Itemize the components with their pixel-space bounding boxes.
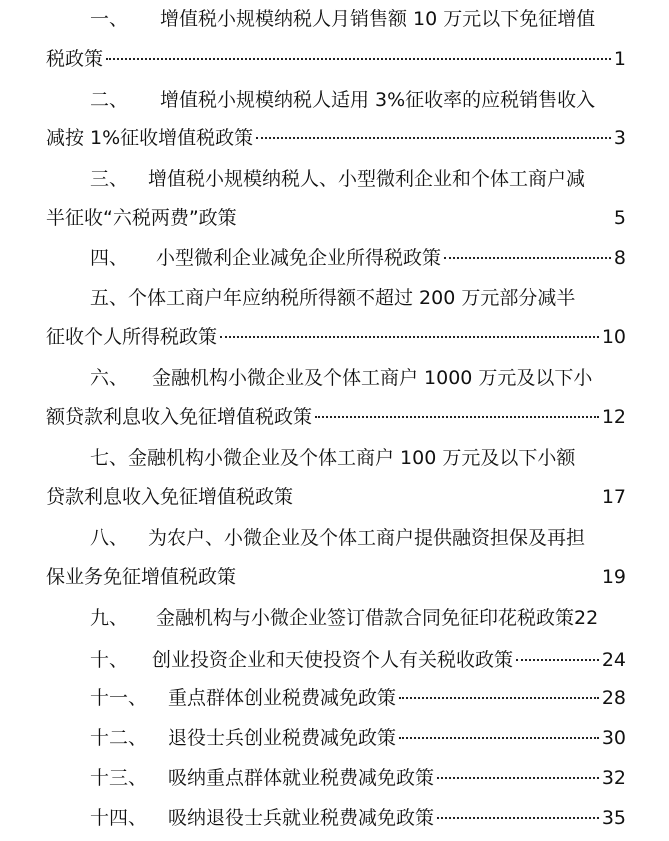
toc-entry-11[interactable]	[90, 683, 626, 713]
toc-entry-number: 十三、	[90, 767, 148, 789]
toc-entry-number: 二、	[90, 89, 129, 111]
leader-dots	[106, 58, 611, 60]
toc-entry-title-continued: 征收个人所得税政策	[46, 326, 218, 348]
toc-page-number: 32	[601, 767, 626, 789]
toc-entry-4[interactable]	[90, 243, 626, 273]
toc-page-number: 3	[613, 127, 626, 149]
toc-entry-8-line-2[interactable]	[46, 562, 626, 592]
toc-entry-heading	[90, 243, 441, 273]
leader-dots	[315, 416, 599, 418]
toc-entry-number: 十四、	[90, 807, 148, 829]
toc-entry-number: 十一、	[90, 687, 148, 709]
toc-entry-3-line-2[interactable]	[46, 203, 626, 233]
toc-entry-12[interactable]	[90, 723, 626, 753]
toc-page-number: 19	[601, 566, 626, 588]
toc-entry-number: 七、	[90, 447, 129, 469]
toc-page-number: 17	[601, 486, 626, 508]
toc-page-number: 24	[601, 649, 626, 671]
leader-dots	[220, 336, 599, 338]
toc-entry-title-continued: 减按 1%征收增值税政策	[46, 127, 254, 149]
toc-entry-5-line-2[interactable]	[46, 322, 626, 352]
toc-entry-title: 重点群体创业税费减免政策	[168, 687, 397, 709]
toc-entry-number: 五、	[90, 287, 129, 309]
leader-dots	[256, 137, 611, 139]
toc-entry-number: 四、	[90, 247, 129, 269]
toc-entry-title: 金融机构与小微企业签订借款合同免征印花税政策	[156, 607, 575, 629]
toc-entry-title: 增值税小规模纳税人月销售额 10 万元以下免征增值	[160, 8, 596, 30]
toc-page-number: 22	[574, 607, 599, 629]
toc-entry-title-continued: 税政策	[46, 48, 104, 70]
toc-page-number: 12	[601, 406, 626, 428]
toc-entry-title: 增值税小规模纳税人适用 3%征收率的应税销售收入	[160, 89, 596, 111]
toc-entry-heading	[90, 645, 513, 675]
toc-entry-3-line-1[interactable]	[90, 164, 626, 194]
toc-entry-7-line-2[interactable]	[46, 482, 626, 512]
leader-dots	[444, 257, 611, 259]
toc-entry-title-continued: 贷款利息收入免征增值税政策	[46, 486, 294, 508]
toc-entry-number: 六、	[90, 367, 129, 389]
toc-entry-title: 吸纳退役士兵就业税费减免政策	[168, 807, 435, 829]
toc-entry-title: 创业投资企业和天使投资个人有关税收政策	[152, 649, 514, 671]
leader-dots	[437, 777, 599, 779]
toc-entry-number: 八、	[90, 527, 129, 549]
toc-entry-6-line-1[interactable]	[90, 363, 626, 393]
toc-entry-heading	[90, 723, 396, 753]
toc-entry-title: 个体工商户年应纳税所得额不超过 200 万元部分减半	[128, 287, 576, 309]
toc-entry-number: 九、	[90, 607, 129, 629]
toc-entry-2-line-2[interactable]	[46, 123, 626, 153]
toc-page-number: 28	[601, 687, 626, 709]
toc-entry-6-line-2[interactable]	[46, 402, 626, 432]
toc-entry-title: 金融机构小微企业及个体工商户 1000 万元及以下小	[152, 367, 593, 389]
toc-entry-number: 三、	[90, 168, 129, 190]
leader-dots	[437, 817, 599, 819]
toc-entry-heading	[90, 763, 434, 793]
leader-dots	[516, 659, 599, 661]
toc-entry-5-line-1[interactable]	[90, 283, 626, 313]
toc-entry-title: 小型微利企业减免企业所得税政策	[156, 247, 442, 269]
toc-entry-1-line-1[interactable]	[90, 4, 626, 34]
toc-entry-heading	[90, 803, 434, 833]
toc-entry-1-line-2[interactable]	[46, 44, 626, 74]
toc-page-number: 35	[601, 807, 626, 829]
toc-entry-title: 吸纳重点群体就业税费减免政策	[168, 767, 435, 789]
toc-entry-title: 退役士兵创业税费减免政策	[168, 727, 397, 749]
toc-page-number: 30	[601, 727, 626, 749]
toc-page-number: 1	[613, 48, 626, 70]
leader-dots	[399, 737, 599, 739]
toc-entry-title: 增值税小规模纳税人、小型微利企业和个体工商户减	[148, 168, 586, 190]
toc-page-number: 10	[601, 326, 626, 348]
toc-entry-13[interactable]	[90, 763, 626, 793]
toc-entry-heading	[90, 683, 396, 713]
toc-entry-title: 金融机构小微企业及个体工商户 100 万元及以下小额	[128, 447, 576, 469]
toc-entry-9[interactable]	[90, 603, 626, 633]
toc-entry-10[interactable]	[90, 645, 626, 675]
toc-entry-number: 十二、	[90, 727, 148, 749]
toc-entry-number: 一、	[90, 8, 129, 30]
toc-entry-title: 为农户、小微企业及个体工商户提供融资担保及再担	[148, 527, 586, 549]
toc-page-number: 5	[613, 207, 626, 229]
leader-dots	[399, 697, 599, 699]
toc-entry-title-continued: 保业务免征增值税政策	[46, 566, 237, 588]
toc-page-number: 8	[613, 247, 626, 269]
toc-entry-number: 十、	[90, 649, 129, 671]
toc-entry-title-continued: 额贷款利息收入免征增值税政策	[46, 406, 313, 428]
toc-entry-7-line-1[interactable]	[90, 443, 626, 473]
toc-entry-2-line-1[interactable]	[90, 85, 626, 115]
toc-entry-title-continued: 半征收“六税两费”政策	[46, 207, 237, 229]
toc-entry-14[interactable]	[90, 803, 626, 833]
toc-entry-heading	[90, 603, 574, 633]
toc-entry-8-line-1[interactable]	[90, 523, 626, 553]
